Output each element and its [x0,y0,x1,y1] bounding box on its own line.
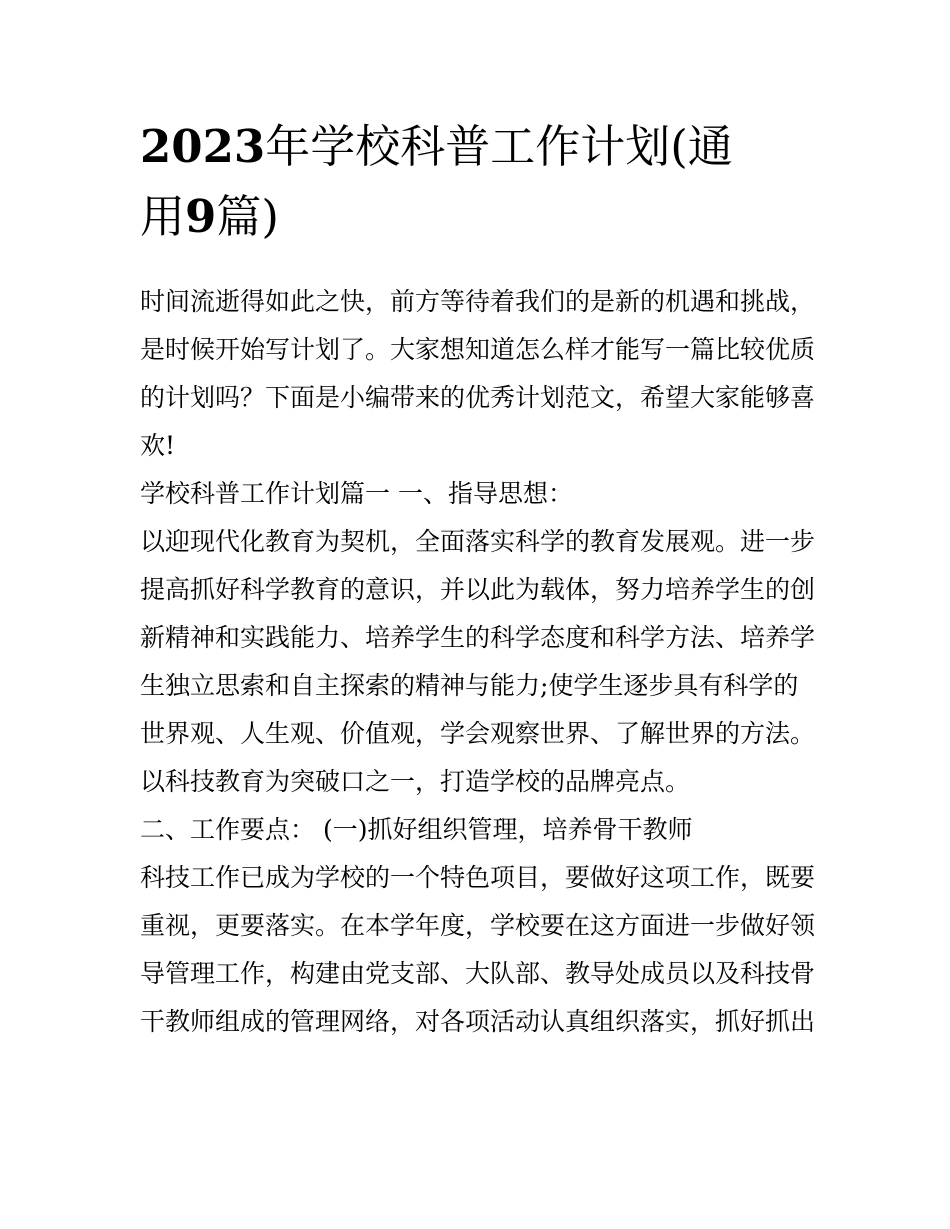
title-year: 2023 [140,120,266,173]
title-count: 9 [185,190,217,243]
section-heading: 学校科普工作计划篇一 一、指导思想： [140,479,573,508]
document-title [140,112,820,252]
document-body [140,278,820,1046]
body-line: 重视，更要落实。在本学年度，学校要在这方面进一步做好领 [140,911,816,940]
body-line: 导管理工作，构建由党支部、大队部、教导处成员以及科技骨 [140,959,816,988]
body-line: 欢! [140,431,176,460]
body-line: 新精神和实践能力、培养学生的科学态度和科学方法、培养学 [140,623,816,652]
body-line: 是时候开始写计划了。大家想知道怎么样才能写一篇比较优质 [140,335,816,364]
body-line: 生独立思索和自主探索的精神与能力;使学生逐步具有科学的 [140,671,799,700]
title-line-2-start: 用 [140,190,186,243]
body-line: 以科技教育为突破口之一，打造学校的品牌亮点。 [140,767,691,796]
body-line: 世界观、人生观、价值观，学会观察世界、了解世界的方法。 [140,719,816,748]
body-line: 干教师组成的管理网络，对各项活动认真组织落实，抓好抓出 [140,1007,816,1036]
title-line-1-text: 年学校科普工作计划(通 [265,120,733,173]
body-line: 科技工作已成为学校的一个特色项目，要做好这项工作，既要 [140,863,816,892]
body-line: 的计划吗？下面是小编带来的优秀计划范文，希望大家能够喜 [140,383,816,412]
body-line: 提高抓好科学教育的意识，并以此为载体，努力培养学生的创 [140,575,816,604]
body-line: 以迎现代化教育为契机，全面落实科学的教育发展观。进一步 [140,527,816,556]
title-line-2-end: 篇) [216,190,279,243]
body-line: 时间流逝得如此之快，前方等待着我们的是新的机遇和挑战， [140,287,816,316]
section-heading: 二、工作要点： (一)抓好组织管理，培养骨干教师 [140,815,693,844]
